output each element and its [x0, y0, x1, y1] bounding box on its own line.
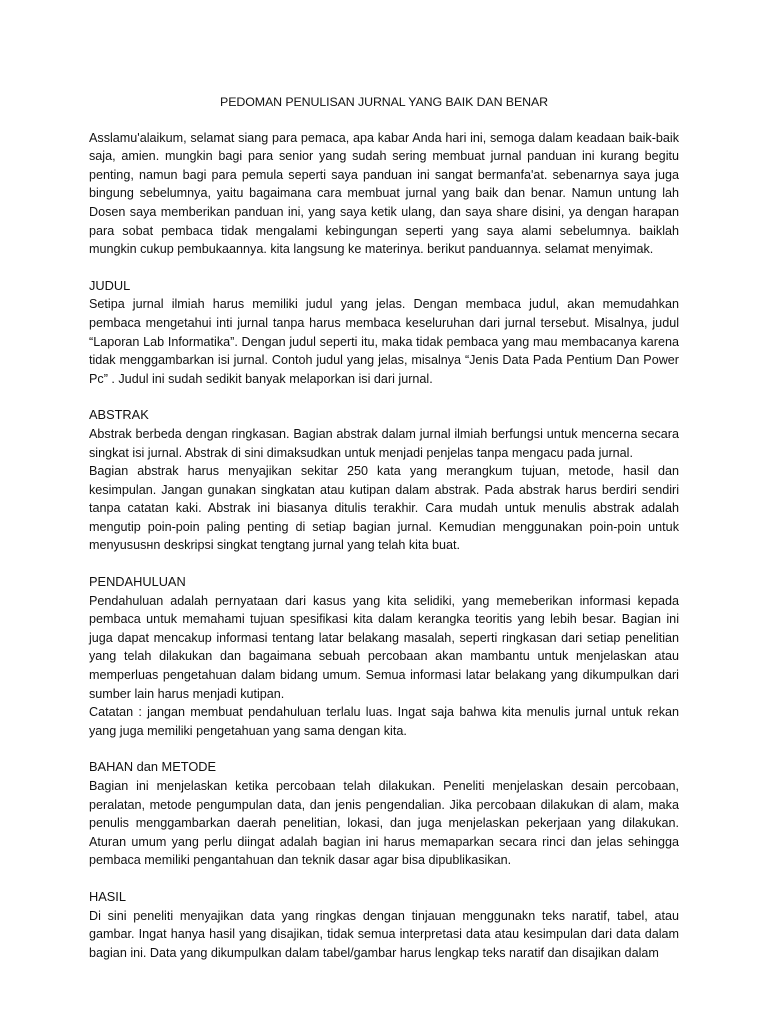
section-heading: ABSTRAK — [89, 407, 149, 423]
section-pendahuluan — [89, 573, 679, 740]
document-title: PEDOMAN PENULISAN JURNAL YANG BAIK DAN BENAR — [220, 95, 548, 109]
intro-paragraph: Asslamu'alaikum, selamat siang para pemaca, apa kabar Anda hari ini, semoga dalam keadaan baik-baik saja, amien. mungkin bagi para senior yang sudah sering membuat jurnal panduan ini kurang begitu penting, namun bagi para pemula seperti saya panduan ini sangat bermanfa'at. sebenarnya saya juga bingung sebelumnya, yaitu bagaimana cara membuat jurnal yang baik dan benar. Namun untung lah Dosen saya memberikan panduan ini, yang saya ketik ulang, dan saya share disini, ya dengan harapan para sobat pembaca tidak mengalami kebingungan seperti yang saya alami sebelumnya. baiklah mungkin cukup pembukaannya. kita langsung ke materinya. berikut panduannya. selamat menyimak. — [89, 130, 679, 257]
section-paragraph: Bagian ini menjelaskan ketika percobaan telah dilakukan. Peneliti menjelaskan desain percobaan, peralatan, metode pengumpulan data, dan jenis pengendalian. Jika percobaan dilakukan di alam, maka penulis menggambarkan daerah penelitian, lokasi, dan juga menjelaskan pekerjaan yang dilakukan. Aturan umum yang perlu diingat adalah bagian ini harus memaparkan secara rinci dan jelas sehingga pembaca memiliki pengantahuan dan teknik dasar agar bisa dipublikasikan. — [89, 779, 679, 868]
section-paragraph: Bagian abstrak harus menyajikan sekitar 250 kata yang merangkum tujuan, metode, hasil dan kesimpulan. Jangan gunakan singkatan atau kutipan dalam abstrak. Pada abstrak harus berdiri sendiri tanpa catatan kaki. Abstrak ini biasanya ditulis terakhir. Cara mudah untuk menulis abstrak adalah mengutip poin-poin paling penting di setiap bagian jurnal. Kemudian menggunakan poin-poin untuk menyususнn deskripsi singkat tengtang jurnal yang telah kita buat. — [89, 464, 679, 553]
note-paragraph: Catatan : jangan membuat pendahuluan terlalu luas. Ingat saja bahwa kita menulis jurnal untuk rekan yang juga memiliki pengetahuan yang sama dengan kita. — [89, 705, 679, 738]
section-judul — [89, 277, 679, 389]
section-hasil — [89, 888, 679, 962]
section-paragraph: Setipa jurnal ilmiah harus memiliki judul yang jelas. Dengan membaca judul, akan memudahkan pembaca mengetahui inti jurnal tanpa harus membaca keseluruhan dari jurnal tersebut. Misalnya, judul “Laporan Lab Informatika”. Dengan judul seperti itu, maka tidak pembaca yang mau membacanya karena tidak menggambarkan isi jurnal. Contoh judul yang jelas, misalnya “Jenis Data Pada Pentium Dan Power Pc” . Judul ini sudah sedikit banyak melaporkan isi dari jurnal. — [89, 297, 679, 386]
section-paragraph: Pendahuluan adalah pernyataan dari kasus yang kita selidiki, yang memeberikan informasi kepada pembaca untuk memahami tujuan spesifikasi kita dalam kerangka teoritis yang lebih besar. Bagian ini juga dapat mencakup informasi tentang latar belakang masalah, seperti ringkasan dari setiap penelitian yang telah dilakukan dan bagaimana sebuah percobaan akan mambantu untuk menjelaskan atau memperluas pengetahuan dalam bidang umum. Semua informasi latar belakang yang dikumpulkan dari sumber lain harus menjadi kutipan. — [89, 593, 679, 701]
section-heading: HASIL — [89, 888, 126, 904]
section-heading: BAHAN dan METODE — [89, 759, 217, 775]
section-paragraph: Abstrak berbeda dengan ringkasan. Bagian abstrak dalam jurnal ilmiah berfungsi untuk mencerna secara singkat isi jurnal. Abstrak di sini dimaksudkan untuk menjadi penjelas tanpa mengacu pada jurnal. — [89, 426, 679, 460]
document-page — [89, 93, 679, 962]
section-heading: JUDUL — [89, 277, 131, 293]
section-abstrak — [89, 406, 679, 555]
section-bahan-metode — [89, 758, 679, 870]
section-paragraph: Di sini peneliti menyajikan data yang ringkas dengan tinjauan menggunakn teks naratif, tabel, atau gambar. Ingat hanya hasil yang disajikan, tidak semua interpretasi data atau kesimpulan dari data dalam bagian ini. Data yang dikumpulkan dalam tabel/gambar harus lengkap teks naratif dan disajikan dalam — [89, 908, 679, 960]
section-heading: PENDAHULUAN — [89, 574, 186, 590]
